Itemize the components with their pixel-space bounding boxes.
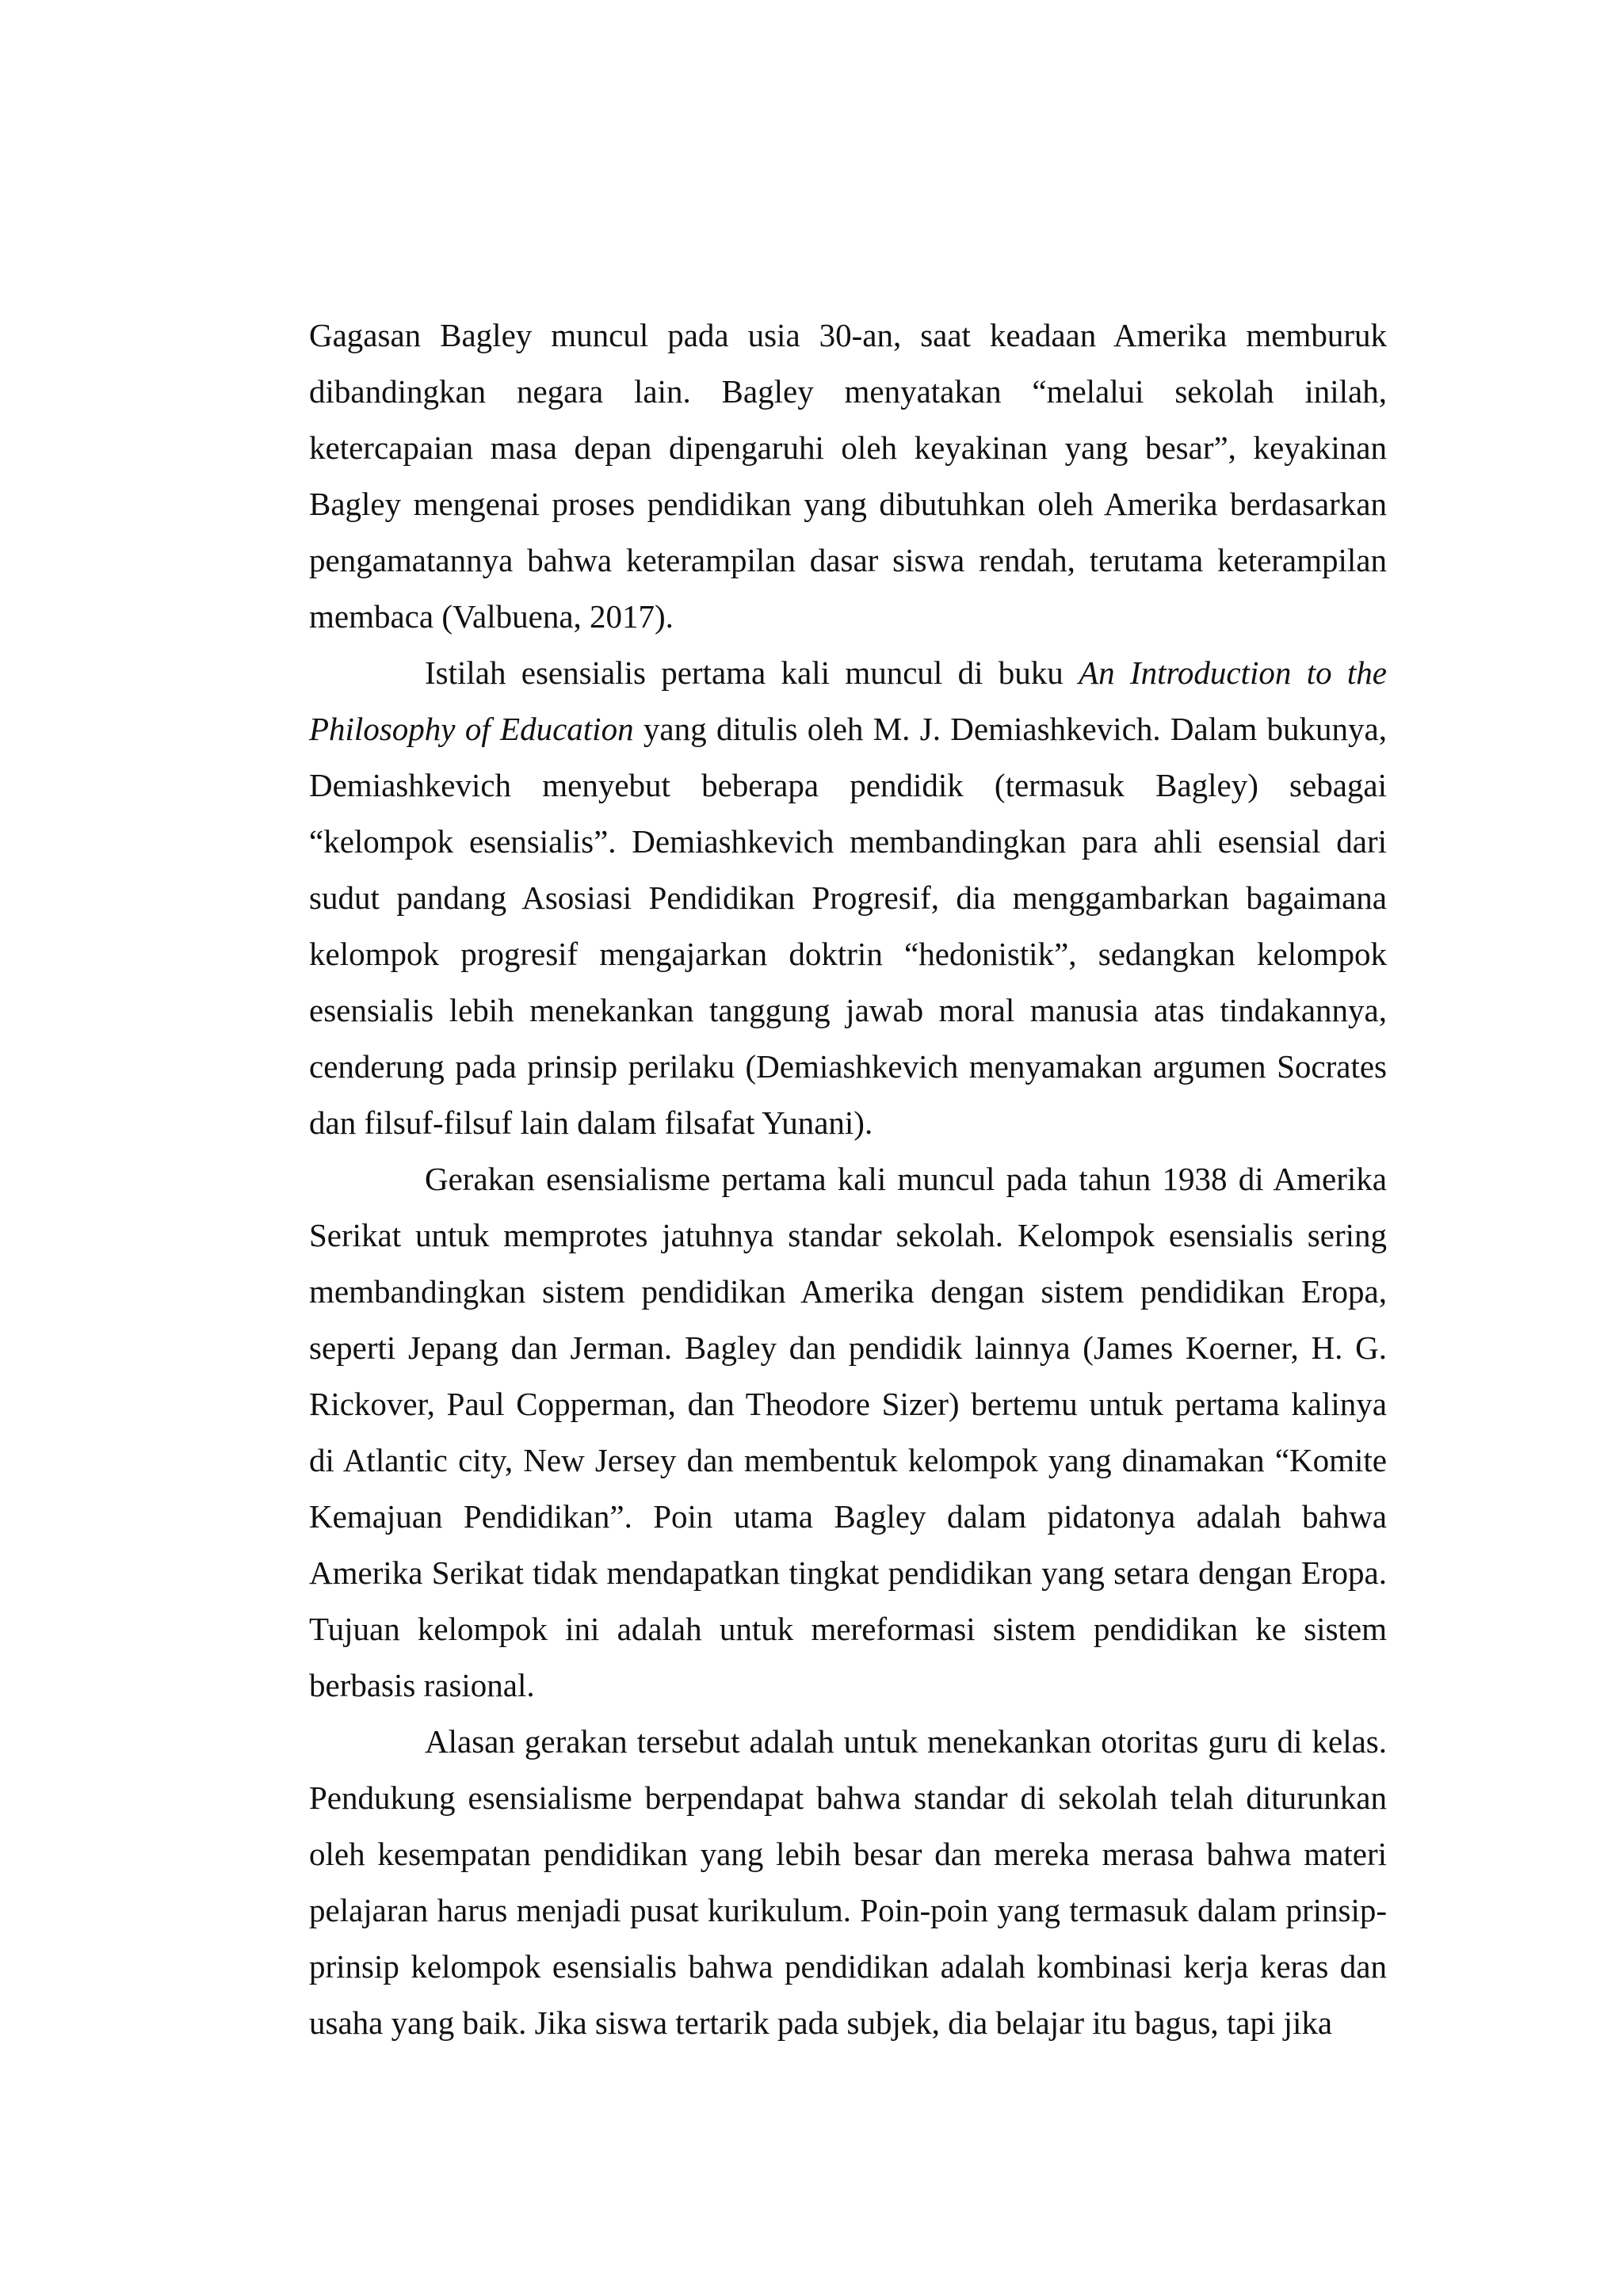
paragraph-text-pre: Istilah esensialis pertama kali muncul di buku — [425, 654, 1079, 691]
book-title: An Introduction to the Philosophy of Education — [309, 654, 1387, 747]
paragraph-movement-reason — [309, 1714, 1387, 2051]
paragraph-essentialism-movement — [309, 1151, 1387, 1714]
body-text — [309, 307, 1387, 2051]
paragraph-text-post: yang ditulis oleh M. J. Demiashkevich. Dalam bukunya, Demiashkevich menyebut beberapa pendidik (termasuk Bagley) sebagai “kelompok esensialis”. Demiashkevich membandingkan para ahli esensial dari sudut pandang Asosiasi Pendidikan Progresif, dia menggambarkan bagaimana kelompok progresif mengajarkan doktrin “hedonistik”, sedangkan kelompok esensialis lebih menekankan tanggung jawab moral manusia atas tindakannya, cenderung pada prinsip perilaku (Demiashkevich menyamakan argumen Socrates dan filsuf-filsuf lain dalam filsafat Yunani). — [309, 711, 1387, 1141]
paragraph-bagley-ideas — [309, 307, 1387, 645]
paragraph-text: Gagasan Bagley muncul pada usia 30-an, saat keadaan Amerika memburuk dibandingkan negara lain. Bagley menyatakan “melalui sekolah inilah, ketercapaian masa depan dipengaruhi oleh keyakinan yang besar”, keyakinan Bagley mengenai proses pendidikan yang dibutuhkan oleh Amerika berdasarkan pengamatannya bahwa keterampilan dasar siswa rendah, terutama keterampilan membaca (Valbuena, 2017). — [309, 317, 1387, 635]
paragraph-text: Gerakan esensialisme pertama kali muncul pada tahun 1938 di Amerika Serikat untuk memprotes jatuhnya standar sekolah. Kelompok esensialis sering membandingkan sistem pendidikan Amerika dengan sistem pendidikan Eropa, seperti Jepang dan Jerman. Bagley dan pendidik lainnya (James Koerner, H. G. Rickover, Paul Copperman, dan Theodore Sizer) bertemu untuk pertama kalinya di Atlantic city, New Jersey dan membentuk kelompok yang dinamakan “Komite Kemajuan Pendidikan”. Poin utama Bagley dalam pidatonya adalah bahwa Amerika Serikat tidak mendapatkan tingkat pendidikan yang setara dengan Eropa. Tujuan kelompok ini adalah untuk mereformasi sistem pendidikan ke sistem berbasis rasional. — [309, 1161, 1387, 1703]
paragraph-text: Alasan gerakan tersebut adalah untuk menekankan otoritas guru di kelas. Pendukung esensialisme berpendapat bahwa standar di sekolah telah diturunkan oleh kesempatan pendidikan yang lebih besar dan mereka merasa bahwa materi pelajaran harus menjadi pusat kurikulum. Poin-poin yang termasuk dalam prinsip-prinsip kelompok esensialis bahwa pendidikan adalah kombinasi kerja keras dan usaha yang baik. Jika siswa tertarik pada subjek, dia belajar itu bagus, tapi jika — [309, 1723, 1387, 2041]
paragraph-essentialist-term — [309, 645, 1387, 1151]
